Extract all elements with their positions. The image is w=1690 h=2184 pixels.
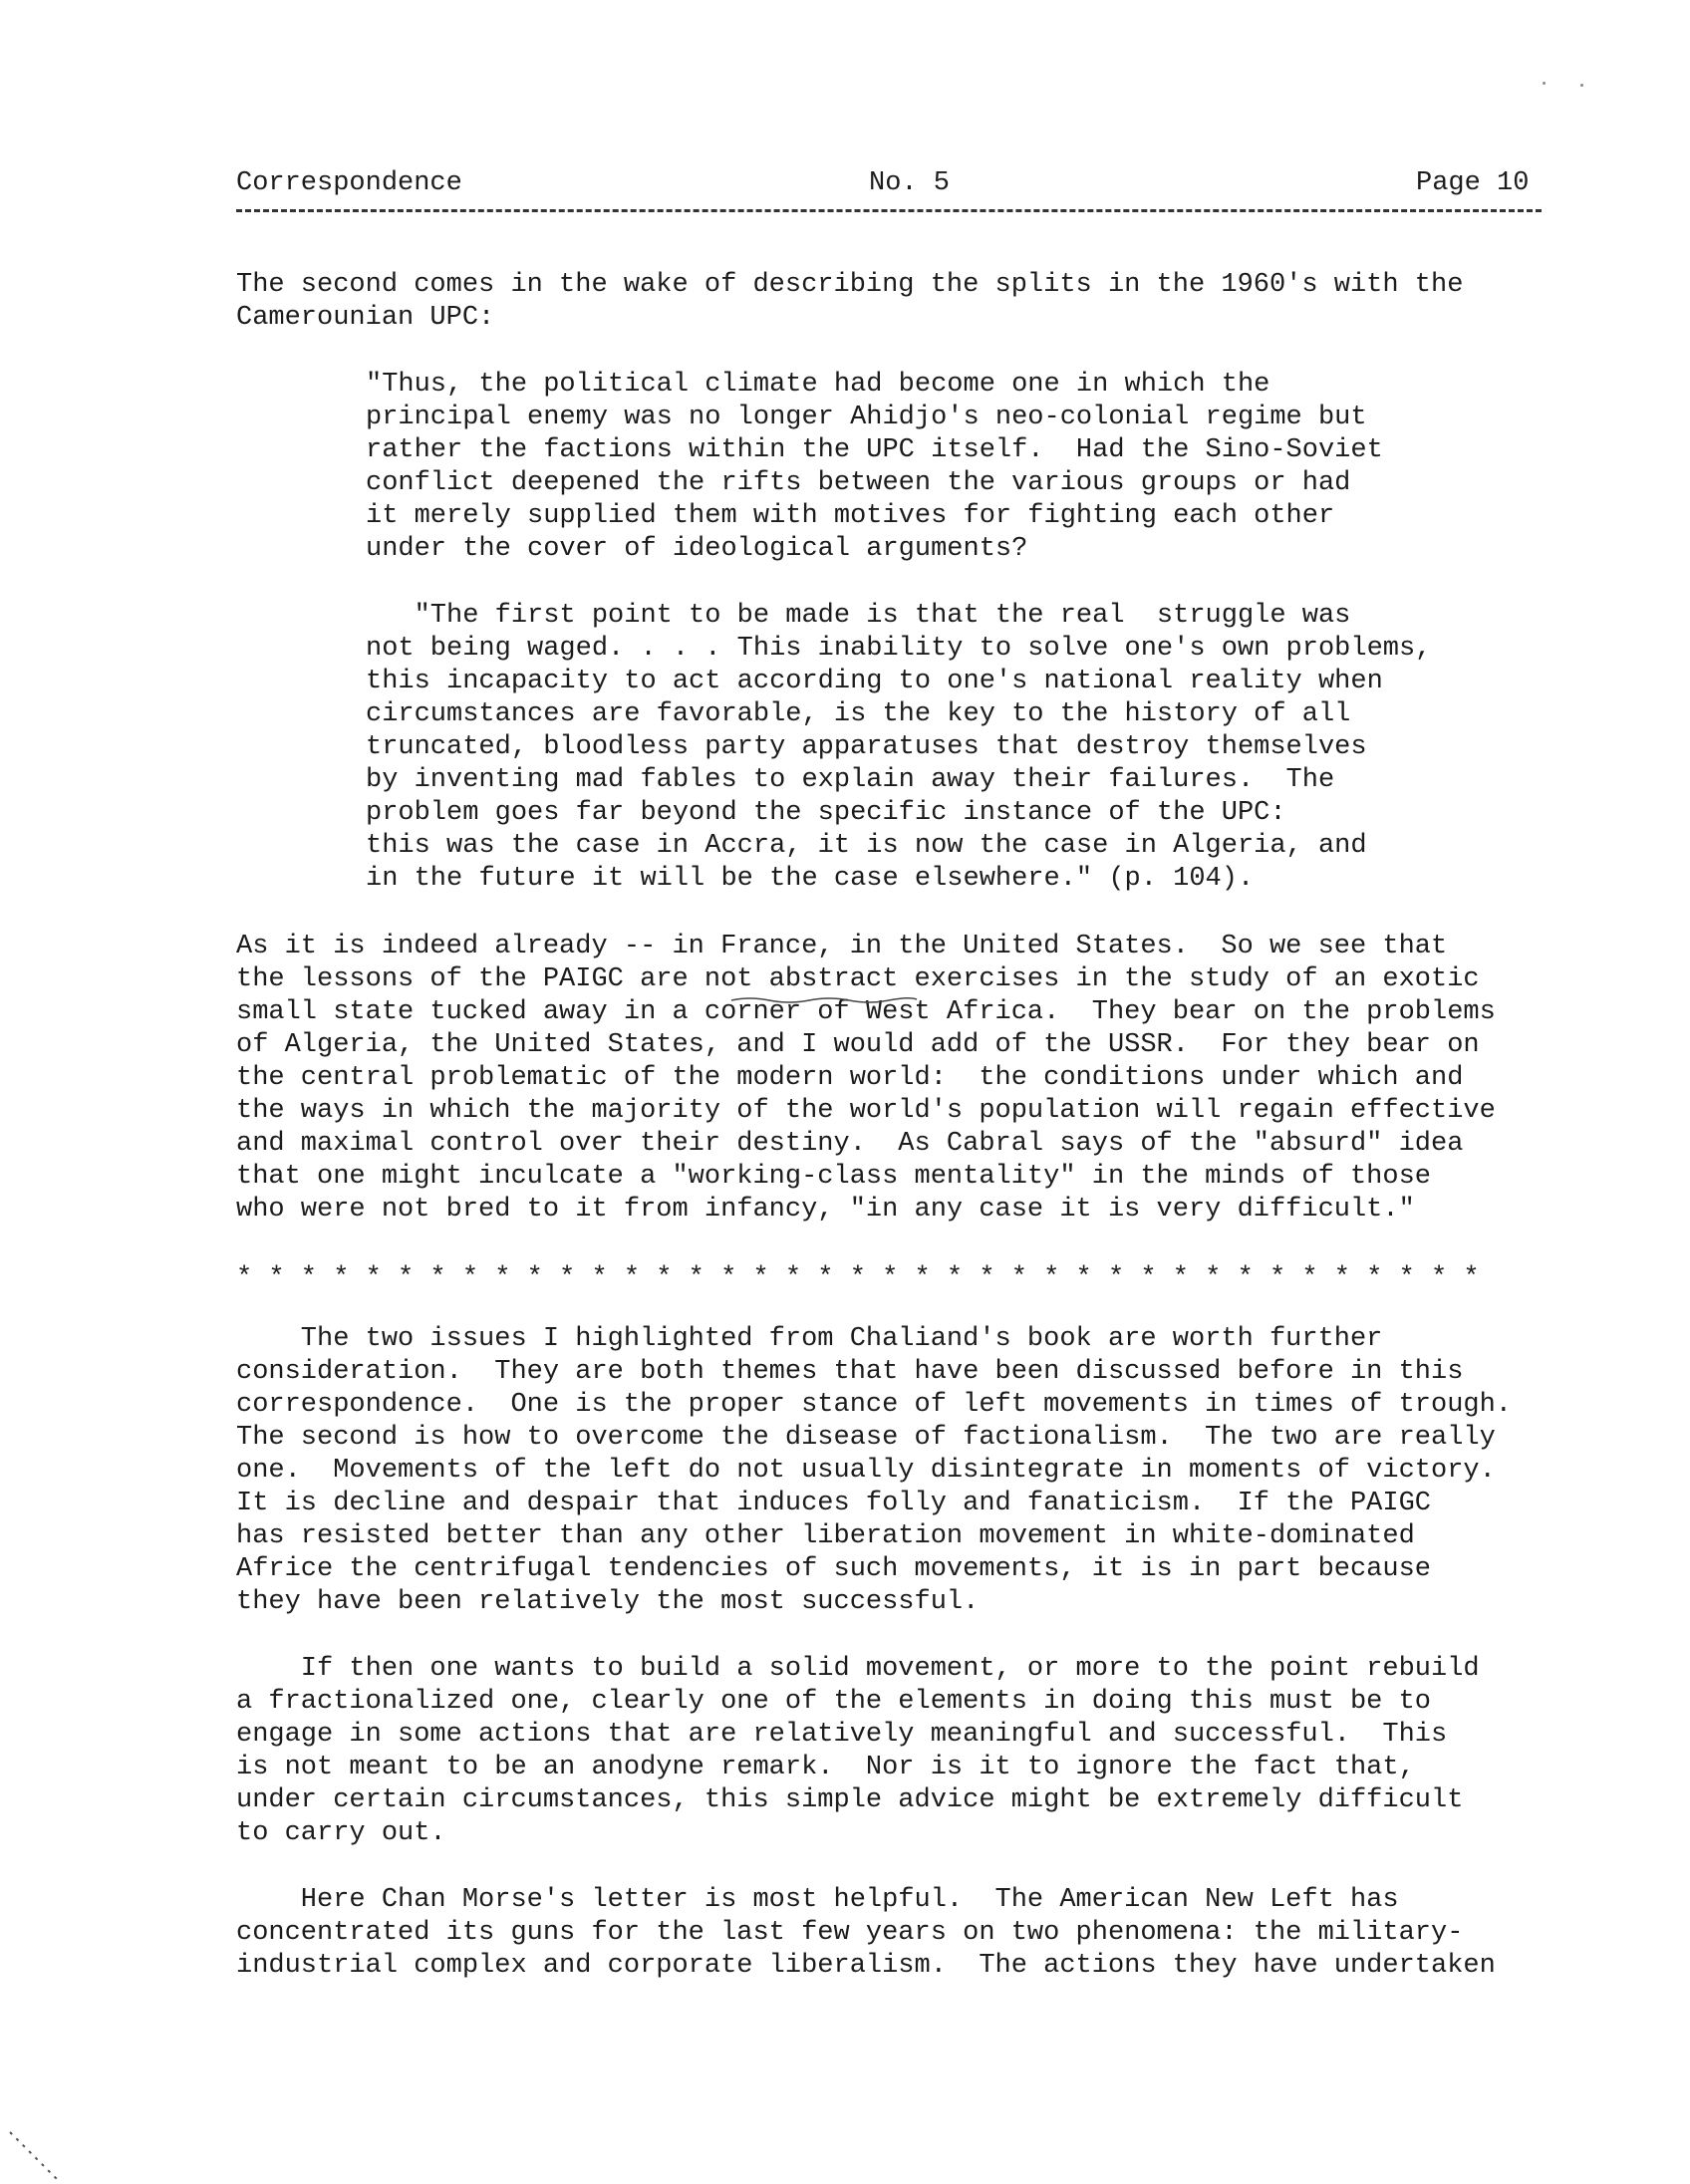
body-line: The second is how to overcome the disease of factionalism. The two are really	[236, 1423, 1496, 1453]
header-divider	[236, 209, 1542, 212]
body-line: under certain circumstances, this simple advice might be extremely difficult	[236, 1785, 1464, 1815]
body-line: one. Movements of the left do not usually disintegrate in moments of victory.	[236, 1456, 1496, 1486]
body-line: The second comes in the wake of describing the splits in the 1960's with the	[236, 270, 1464, 300]
quote-line: rather the factions within the UPC itself. Had the Sino-Soviet	[366, 435, 1383, 465]
body-line: industrial complex and corporate liberalism. The actions they have undertaken	[236, 1951, 1496, 1981]
header-center: No. 5	[869, 168, 951, 198]
quote-line: this was the case in Accra, it is now the case in Algeria, and	[366, 831, 1367, 861]
quote-line: principal enemy was no longer Ahidjo's neo-colonial regime but	[366, 403, 1367, 432]
scan-speck	[1543, 82, 1546, 85]
scan-corner-mark	[0, 2122, 80, 2184]
body-line: they have been relatively the most successful.	[236, 1587, 980, 1617]
body-line: consideration. They are both themes that have been discussed before in this	[236, 1357, 1464, 1387]
header-left: Correspondence	[236, 168, 462, 198]
quote-line: under the cover of ideological arguments?	[366, 534, 1028, 564]
quote-line: not being waged. . . . This inability to solve one's own problems,	[366, 634, 1432, 664]
body-line: has resisted better than any other liberation movement in white-dominated	[236, 1521, 1415, 1551]
quote-line: by inventing mad fables to explain away their failures. The	[366, 765, 1335, 795]
body-line: Camerounian UPC:	[236, 303, 495, 333]
body-line: Here Chan Morse's letter is most helpful. The American New Left has	[236, 1885, 1399, 1915]
quote-line: it merely supplied them with motives for fighting each other	[366, 501, 1335, 531]
quote-line: conflict deepened the rifts between the various groups or had	[366, 468, 1351, 498]
body-line: to carry out.	[236, 1818, 446, 1848]
body-line: The two issues I highlighted from Chaliand's book are worth further	[236, 1324, 1383, 1354]
quote-line: truncated, bloodless party apparatuses that destroy themselves	[366, 732, 1367, 762]
body-line: a fractionalized one, clearly one of the elements in doing this must be to	[236, 1687, 1431, 1717]
header-right: Page 10	[1416, 168, 1530, 198]
quote-line: circumstances are favorable, is the key to the history of all	[366, 699, 1351, 729]
quote-line: "The first point to be made is that the real struggle was	[366, 601, 1351, 631]
body-line: correspondence. One is the proper stance of left movements in times of trough.	[236, 1390, 1513, 1420]
quote-line: "Thus, the political climate had become one in which the	[366, 370, 1270, 400]
body-line: small state tucked away in a corner of West Africa. They bear on the problems	[236, 997, 1496, 1027]
body-line: concentrated its guns for the last few years on two phenomena: the military-	[236, 1918, 1464, 1948]
quote-line: in the future it will be the case elsewhere." (p. 104).	[366, 864, 1255, 894]
body-line: Africe the centrifugal tendencies of such movements, it is in part because	[236, 1554, 1431, 1584]
body-line: the ways in which the majority of the world's population will regain effective	[236, 1096, 1496, 1126]
body-line: is not meant to be an anodyne remark. Nor is it to ignore the fact that,	[236, 1753, 1415, 1782]
body-line: the lessons of the PAIGC are not abstract exercises in the study of an exotic	[236, 964, 1480, 994]
body-line: As it is indeed already -- in France, in the United States. So we see that	[236, 932, 1448, 961]
body-line: It is decline and despair that induces folly and fanaticism. If the PAIGC	[236, 1489, 1431, 1518]
pen-underline-mark	[729, 996, 919, 1004]
body-line: engage in some actions that are relatively meaningful and successful. This	[236, 1720, 1448, 1750]
body-line: If then one wants to build a solid movement, or more to the point rebuild	[236, 1654, 1480, 1684]
body-line: who were not bred to it from infancy, "in any case it is very difficult."	[236, 1195, 1415, 1225]
body-line: that one might inculcate a "working-class mentality" in the minds of those	[236, 1162, 1431, 1192]
body-line: and maximal control over their destiny. As Cabral says of the "absurd" idea	[236, 1129, 1464, 1159]
quote-line: this incapacity to act according to one's national reality when	[366, 667, 1383, 696]
quote-line: problem goes far beyond the specific instance of the UPC:	[366, 798, 1286, 828]
body-line: the central problematic of the modern world: the conditions under which and	[236, 1063, 1464, 1093]
body-line: of Algeria, the United States, and I would add of the USSR. For they bear on	[236, 1030, 1480, 1060]
section-separator: * * * * * * * * * * * * * * * * * * * * * * * * * * * * * * * * * * * * * * *	[236, 1263, 1480, 1293]
scan-speck	[1580, 84, 1583, 87]
